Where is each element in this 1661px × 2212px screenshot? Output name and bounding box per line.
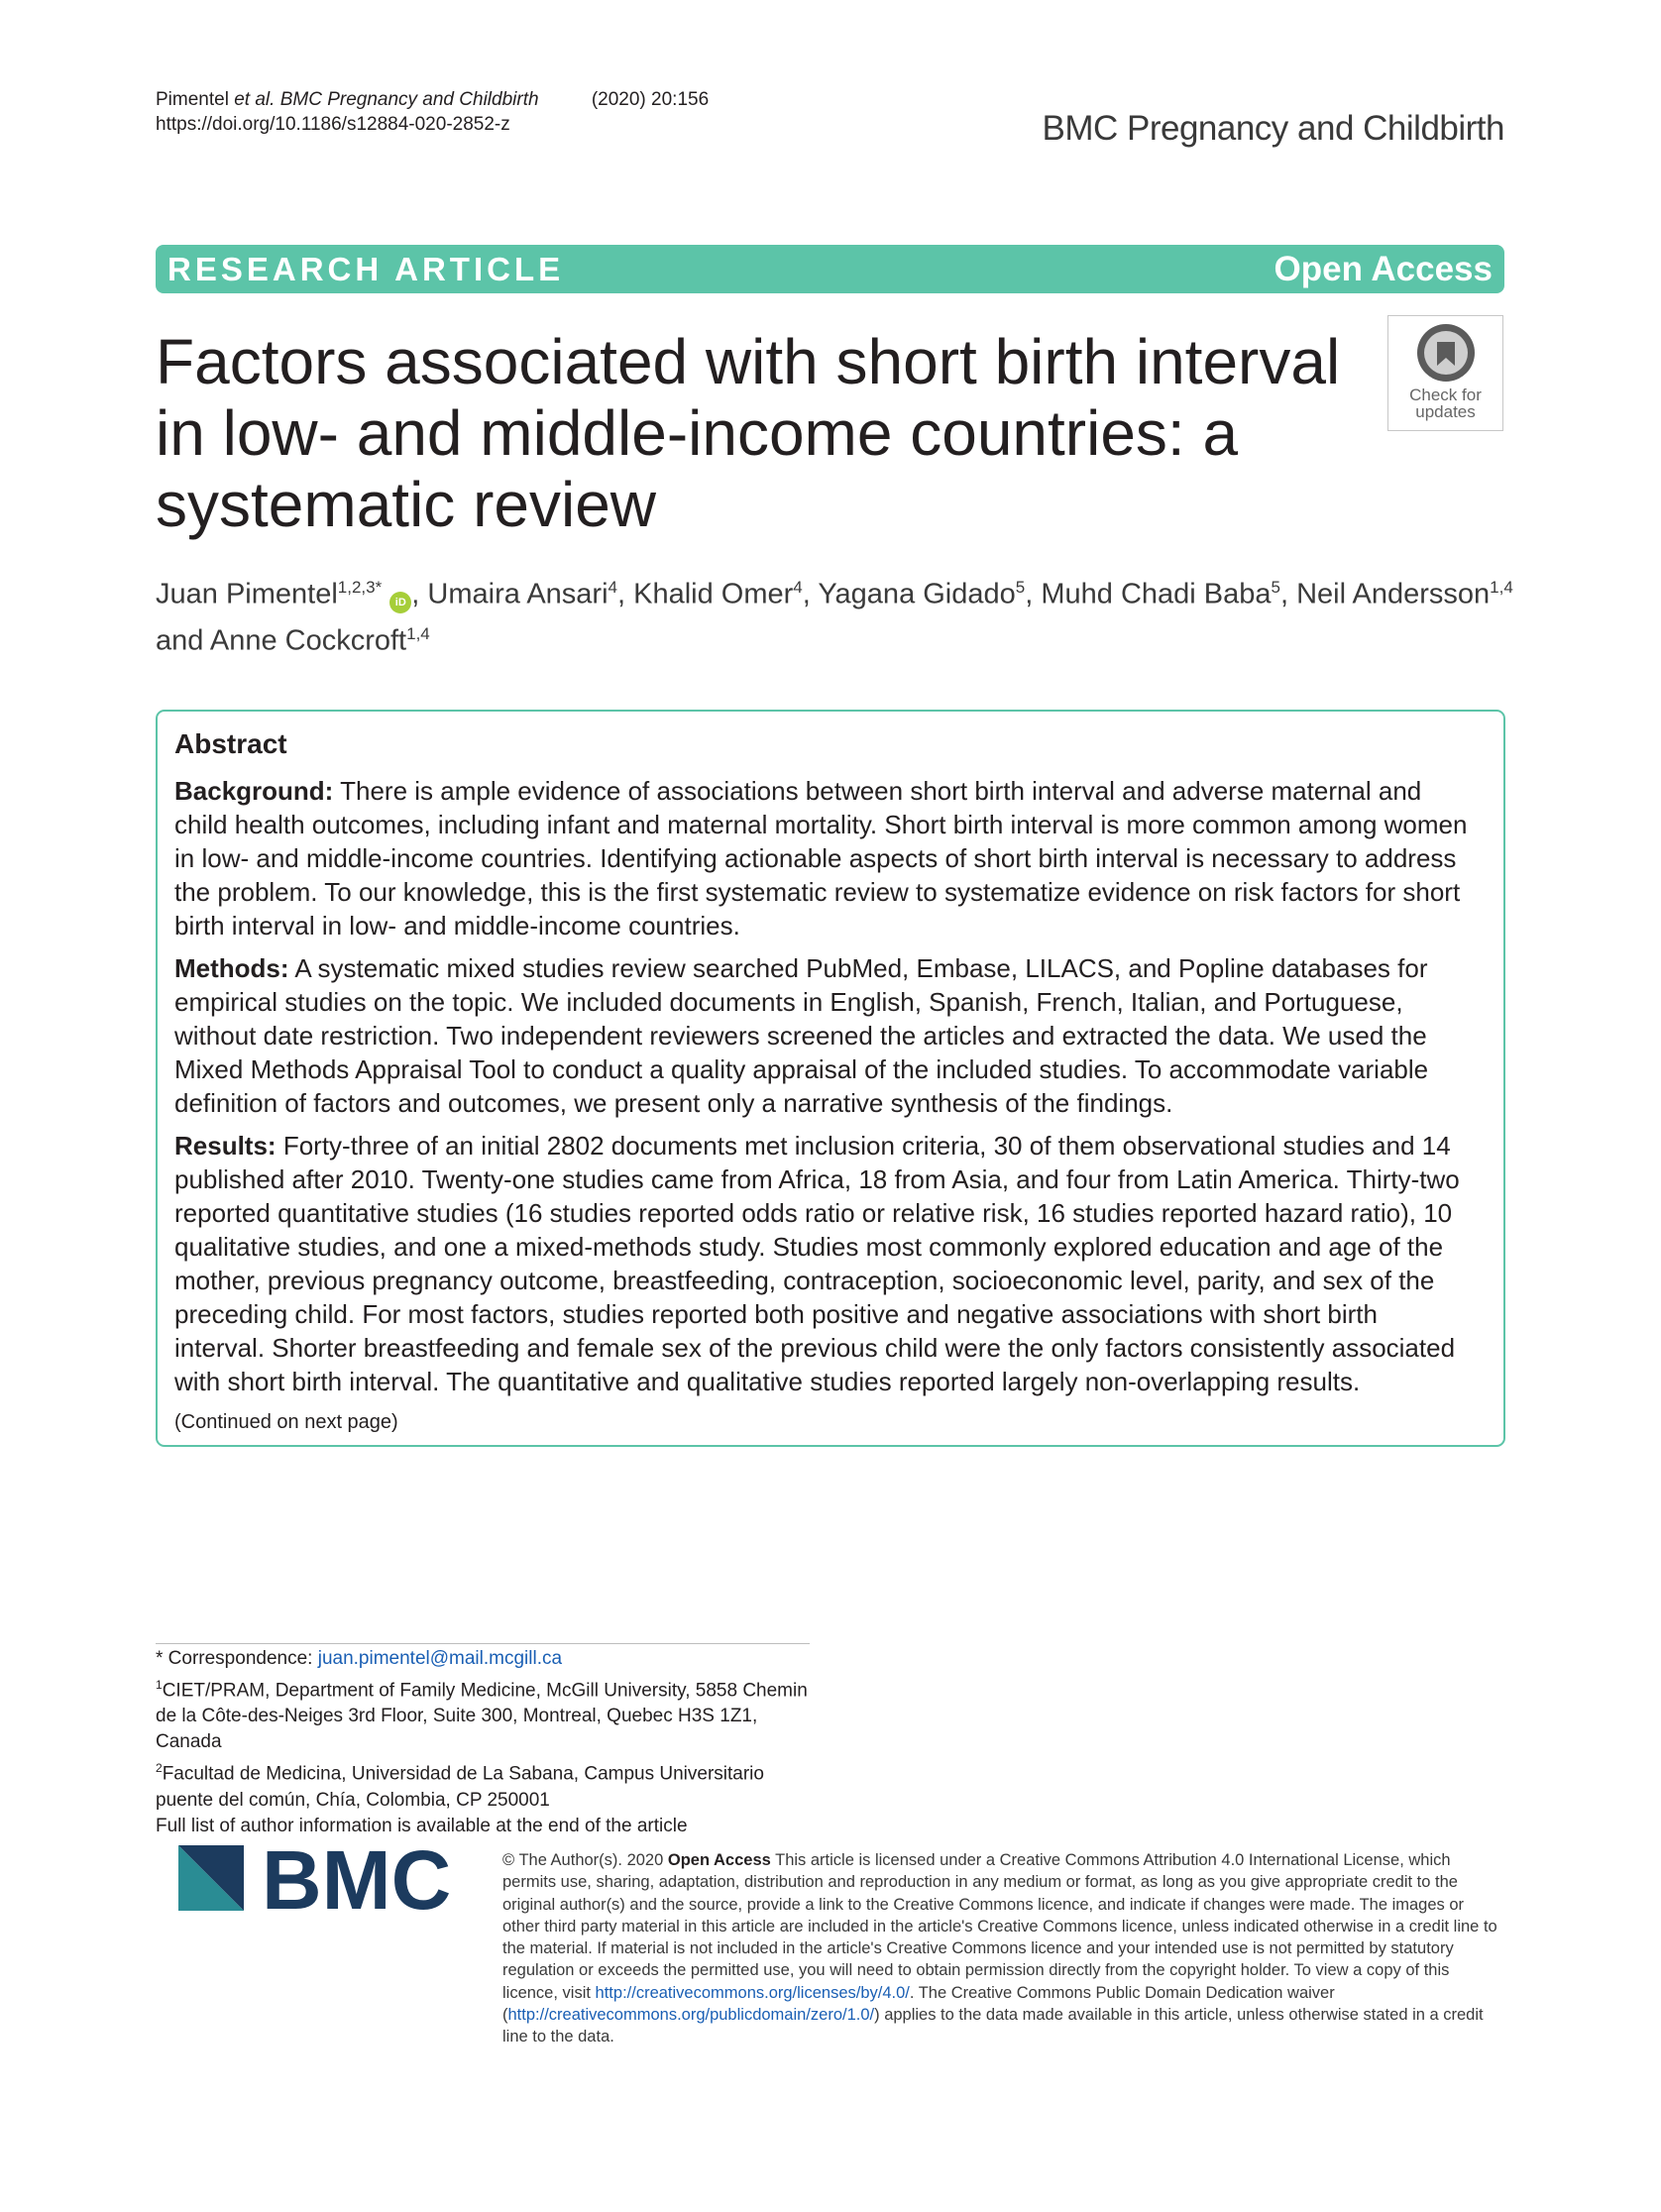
citation-author: Pimentel <box>156 89 229 110</box>
author-affiliation-sup: 4 <box>793 578 803 597</box>
abstract-box <box>156 710 1505 1447</box>
author-name[interactable]: Anne Cockcroft <box>209 624 407 657</box>
footnotes <box>156 1646 810 1839</box>
citation-et-al: et al. <box>234 89 276 110</box>
license-text-1: This article is licensed under a Creative Commons Attribution 4.0 International License, which permits use, sharing, adaptation, distribution and reproduction in any medium or format, as long as you give appropriate credit to the original author(s) and the source, provide a link to the Creative Commons licence, and indicate if changes were made. The images or other third party material in this article are included in the article's Creative Commons licence, unless indicated otherwise in a credit line to the material. If material is not included in the article's Creative Commons licence and your intended use is not permitted by statutory regulation or exceeds the permitted use, you will need to obtain permission directly from the copyright holder. To view a copy of this licence, visit <box>502 1851 1497 2002</box>
author-affiliation-sup: 4 <box>608 578 617 597</box>
abstract-methods <box>174 951 1474 1120</box>
citation-journal: BMC Pregnancy and Childbirth <box>279 89 539 110</box>
license-text-3: ) applies to the data made available in this article, unless otherwise stated in a credit line to the data. <box>502 2006 1484 2046</box>
methods-text: A systematic mixed studies review searched PubMed, Embase, LILACS, and Popline databases for empirical studies on the topic. We included documents in English, Spanish, French, Italian, and Portuguese, without date restriction. Two independent reviewers screened the articles and extracted the data. We used the Mixed Methods Appraisal Tool to conduct a quality appraisal of the included studies. To accommodate variable definition of factors and outcomes, we present only a narrative synthesis of the findings. <box>174 953 1429 1118</box>
continued-note: (Continued on next page) <box>174 1411 398 1433</box>
affiliation-1 <box>156 1672 810 1755</box>
citation-line <box>156 87 709 112</box>
correspondence-label: * Correspondence: <box>156 1648 313 1669</box>
license-statement <box>502 1849 1505 2048</box>
abstract-results <box>174 1129 1474 1398</box>
abstract-heading: Abstract <box>174 728 287 759</box>
bmc-logo <box>178 1843 466 1923</box>
author-name[interactable]: Umaira Ansari <box>427 578 609 610</box>
license-copyright: © The Author(s). 2020 <box>502 1851 664 1869</box>
author-name[interactable]: Muhd Chadi Baba <box>1041 578 1272 610</box>
methods-label: Methods: <box>174 953 289 983</box>
author-affiliation-sup: 1,4 <box>1490 578 1513 597</box>
author-affiliation-sup: 5 <box>1271 578 1280 597</box>
affiliation-2 <box>156 1755 810 1813</box>
citation-header <box>156 87 709 137</box>
journal-name: BMC Pregnancy and Childbirth <box>1042 109 1504 148</box>
author-name[interactable]: Khalid Omer <box>633 578 794 610</box>
check-updates-text <box>1409 387 1482 420</box>
check-updates-line2: updates <box>1415 402 1476 421</box>
orcid-icon[interactable]: iD <box>389 592 411 613</box>
abstract-background <box>174 774 1474 942</box>
background-text: There is ample evidence of associations between short birth interval and adverse maternal and child health outcomes, including infant and maternal mortality. Short birth interval is more common among women in low- and middle-income countries. Identifying actionable aspects of short birth interval is necessary to address the problem. To our knowledge, this is the first systematic review to systematize evidence on risk factors for short birth interval in low- and middle-income countries. <box>174 776 1468 940</box>
license-open-access: Open Access <box>667 1851 771 1869</box>
license-text-2: . The Creative Commons Public Domain Dedication waiver ( <box>502 1983 1335 2025</box>
affiliation-1-text: CIET/PRAM, Department of Family Medicine, McGill University, 5858 Chemin de la Côte-des-Neiges 3rd Floor, Suite 300, Montreal, Quebec H3S 1Z1, Canada <box>156 1680 808 1753</box>
results-text: Forty-three of an initial 2802 documents met inclusion criteria, 30 of them observational studies and 14 published after 2010. Twenty-one studies came from Africa, 18 from Asia, and four from Latin America. Thirty-two reported quantitative studies (16 studies reported odds ratio or relative risk, 16 studies reported hazard ratio), 10 qualitative studies, and one a mixed-methods study. Studies most commonly explored education and age of the mother, previous pregnancy outcome, breastfeeding, contraception, socioeconomic level, parity, and sex of the preceding child. For most factors, studies reported both positive and negative associations with short birth interval. Shorter breastfeeding and female sex of the previous child were the only factors consistently associated with short birth interval. The quantitative and qualitative studies reported largely non-overlapping results. <box>174 1131 1460 1396</box>
bmc-logo-text: BMC <box>262 1843 452 1923</box>
background-label: Background: <box>174 776 334 806</box>
doi-link[interactable]: https://doi.org/10.1186/s12884-020-2852-z <box>156 114 510 135</box>
author-name[interactable]: Juan Pimentel <box>156 578 338 610</box>
affiliation-2-sup: 2 <box>156 1761 163 1776</box>
author-affiliation-sup: 1,4 <box>406 623 430 643</box>
correspondence-line <box>156 1646 810 1672</box>
affiliation-2-text: Facultad de Medicina, Universidad de La Sabana, Campus Universitario puente del común, Chía, Colombia, CP 250001 <box>156 1763 764 1811</box>
full-author-info-note: Full list of author information is available at the end of the article <box>156 1815 688 1836</box>
check-updates-icon <box>1415 322 1477 384</box>
author-name[interactable]: Yagana Gidado <box>818 578 1016 610</box>
article-title: Factors associated with short birth interval in low- and middle-income countries: a systematic review <box>156 326 1341 540</box>
check-updates-line1: Check for <box>1409 386 1482 404</box>
results-label: Results: <box>174 1131 277 1161</box>
article-type-label: RESEARCH ARTICLE <box>167 250 565 287</box>
author-affiliation-sup: 5 <box>1015 578 1026 597</box>
author-name[interactable]: Neil Andersson <box>1296 578 1491 610</box>
author-affiliation-sup: 1,2,3* <box>337 578 383 597</box>
public-domain-url-link[interactable]: http://creativecommons.org/publicdomain/zero/1.0/ <box>507 2006 875 2025</box>
author-list: Juan Pimentel$^{1,2,3*}$ iD , Umaira Ansari$^4$, Khalid Omer$^4$, Yagana Gidado$^5$, Muhd Chadi Baba$^5$, Neil Andersson$^{1,4}$ and Anne Cockcroft$^{1,4}$ <box>156 578 1513 657</box>
article-type-banner <box>156 245 1504 293</box>
correspondence-email-link[interactable]: juan.pimentel@mail.mcgill.ca <box>317 1648 563 1669</box>
license-url-link[interactable]: http://creativecommons.org/licenses/by/4.0/ <box>595 1983 910 2002</box>
citation-year-volume: (2020) 20:156 <box>591 89 710 110</box>
footnote-divider <box>156 1643 810 1644</box>
affiliation-1-sup: 1 <box>156 1678 163 1692</box>
open-access-label: Open Access <box>1273 249 1493 288</box>
authors-and: and <box>156 624 204 657</box>
check-for-updates-badge[interactable] <box>1387 315 1503 431</box>
